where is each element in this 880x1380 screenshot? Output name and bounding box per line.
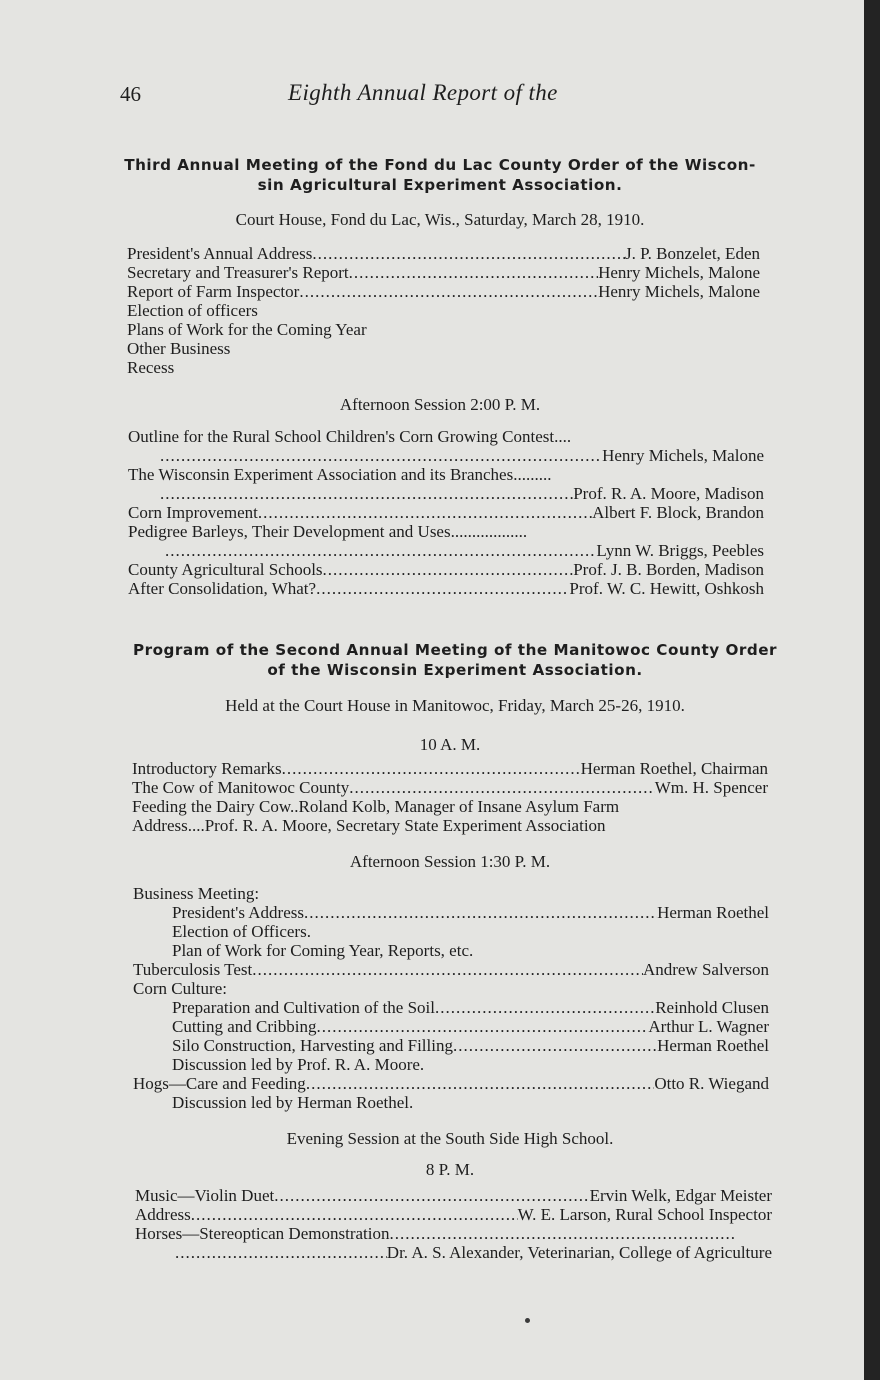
program-line bbox=[127, 282, 760, 301]
program-item-speaker: Otto R. Wiegand bbox=[654, 1074, 769, 1093]
program-line bbox=[172, 1017, 769, 1036]
program-item: Election of officers bbox=[127, 301, 258, 320]
evening-session-heading: Evening Session at the South Side High School. bbox=[286, 1129, 614, 1148]
program-item-speaker: Lynn W. Briggs, Peebles bbox=[596, 541, 764, 560]
fond-du-lac-date-line: Court House, Fond du Lac, Wis., Saturday, March 28, 1910. bbox=[235, 210, 645, 229]
program-line bbox=[132, 759, 768, 778]
program-item-speaker: Andrew Salverson bbox=[642, 960, 769, 979]
ink-dot bbox=[525, 1318, 530, 1323]
program-line bbox=[172, 903, 769, 922]
program-item-title: Tuberculosis Test bbox=[133, 960, 253, 979]
program-item-speaker: Ervin Welk, Edgar Meister bbox=[589, 1186, 772, 1205]
heading-line: Third Annual Meeting of the Fond du Lac County Order of the Wiscon- bbox=[124, 156, 756, 174]
program-item-speaker: Albert F. Block, Brandon bbox=[592, 503, 764, 522]
afternoon-session-heading: Afternoon Session 2:00 P. M. bbox=[339, 395, 541, 414]
program-line bbox=[135, 1224, 735, 1243]
program-item-title: Horses—Stereoptican Demonstration bbox=[135, 1224, 390, 1243]
program-line bbox=[175, 1243, 772, 1262]
morning-session-heading: 10 A. M. bbox=[419, 735, 481, 754]
program-item-title: Pedigree Barleys, Their Development and Uses.................. bbox=[128, 522, 528, 541]
program-line bbox=[165, 541, 764, 560]
heading-line: of the Wisconsin Experiment Association. bbox=[267, 661, 643, 679]
program-line bbox=[128, 560, 764, 579]
program-item-speaker: Wm. H. Spencer bbox=[654, 778, 768, 797]
program-item-speaker: J. P. Bonzelet, Eden bbox=[624, 244, 760, 263]
program-item-title: Hogs—Care and Feeding bbox=[133, 1074, 306, 1093]
program-line bbox=[133, 960, 769, 979]
program-line bbox=[132, 778, 768, 797]
program-item-title: Cutting and Cribbing bbox=[172, 1017, 317, 1036]
program-item-title: President's Address bbox=[172, 903, 304, 922]
program-item: Recess bbox=[127, 358, 175, 377]
program-item: Discussion led by Herman Roethel. bbox=[172, 1093, 414, 1112]
program-line bbox=[135, 1205, 772, 1224]
program-item-speaker: Reinhold Clusen bbox=[655, 998, 769, 1017]
program-item-title: Secretary and Treasurer's Report bbox=[127, 263, 349, 282]
program-item-speaker: Herman Roethel bbox=[657, 1036, 769, 1055]
heading-line: sin Agricultural Experiment Association. bbox=[257, 176, 623, 194]
program-item-title: The Wisconsin Experiment Association and its Branches......... bbox=[128, 465, 552, 484]
program-item-title: President's Annual Address bbox=[127, 244, 313, 263]
manitowoc-date-line: Held at the Court House in Manitowoc, Friday, March 25-26, 1910. bbox=[225, 696, 685, 715]
program-line bbox=[127, 263, 760, 282]
program-line bbox=[135, 1186, 772, 1205]
program-item-speaker: Henry Michels, Malone bbox=[602, 446, 764, 465]
program-line bbox=[160, 446, 764, 465]
program-item-title: County Agricultural Schools bbox=[128, 560, 323, 579]
program-item-speaker: Arthur L. Wagner bbox=[648, 1017, 769, 1036]
manitowoc-heading bbox=[110, 640, 800, 680]
program-item-speaker: Herman Roethel, Chairman bbox=[580, 759, 768, 778]
program-item-speaker: Prof. R. A. Moore, Madison bbox=[573, 484, 764, 503]
program-item-title: Report of Farm Inspector bbox=[127, 282, 300, 301]
program-item-title: Outline for the Rural School Children's Corn Growing Contest.... bbox=[128, 427, 572, 446]
program-item-title: Address bbox=[135, 1205, 191, 1224]
program-item: Feeding the Dairy Cow..Roland Kolb, Manager of Insane Asylum Farm bbox=[132, 797, 620, 816]
page-number: 46 bbox=[120, 82, 141, 106]
program-item-title: Introductory Remarks bbox=[132, 759, 282, 778]
program-item-title: Silo Construction, Harvesting and Filling bbox=[172, 1036, 453, 1055]
program-item: Election of Officers. bbox=[172, 922, 311, 941]
program-line bbox=[172, 1036, 769, 1055]
program-item-speaker: Prof. J. B. Borden, Madison bbox=[573, 560, 764, 579]
program-item: Plan of Work for Coming Year, Reports, etc. bbox=[172, 941, 474, 960]
program-line bbox=[160, 484, 764, 503]
program-item: Business Meeting: bbox=[133, 884, 260, 903]
heading-line: Program of the Second Annual Meeting of the Manitowoc County Order bbox=[132, 641, 778, 659]
program-item-title: Music—Violin Duet bbox=[135, 1186, 275, 1205]
program-item-speaker: Dr. A. S. Alexander, Veterinarian, College of Agriculture bbox=[386, 1243, 772, 1262]
program-line bbox=[172, 998, 769, 1017]
program-item-speaker: Prof. W. C. Hewitt, Oshkosh bbox=[569, 579, 764, 598]
program-item: Plans of Work for the Coming Year bbox=[127, 320, 367, 339]
program-item-speaker: Henry Michels, Malone bbox=[598, 282, 760, 301]
afternoon-session-heading: Afternoon Session 1:30 P. M. bbox=[349, 852, 551, 871]
program-item-title: After Consolidation, What? bbox=[128, 579, 317, 598]
program-item-title: The Cow of Manitowoc County bbox=[132, 778, 350, 797]
program-line bbox=[127, 244, 760, 263]
program-item: Address....Prof. R. A. Moore, Secretary State Experiment Association bbox=[132, 816, 606, 835]
fond-du-lac-heading bbox=[110, 155, 770, 195]
running-title: Eighth Annual Report of the bbox=[288, 80, 558, 105]
program-item-speaker: W. E. Larson, Rural School Inspector bbox=[517, 1205, 772, 1224]
evening-session-time: 8 P. M. bbox=[425, 1160, 475, 1179]
program-item: Other Business bbox=[127, 339, 231, 358]
program-item: Corn Culture: bbox=[133, 979, 227, 998]
page-edge bbox=[864, 0, 880, 1380]
program-line bbox=[128, 503, 764, 522]
program-item-title: Preparation and Cultivation of the Soil bbox=[172, 998, 435, 1017]
program-item-speaker: Henry Michels, Malone bbox=[598, 263, 760, 282]
program-item: Discussion led by Prof. R. A. Moore. bbox=[172, 1055, 425, 1074]
program-line bbox=[128, 579, 764, 598]
program-line bbox=[133, 1074, 769, 1093]
page-header bbox=[120, 80, 780, 110]
program-item-title: Corn Improvement bbox=[128, 503, 258, 522]
program-item-speaker: Herman Roethel bbox=[657, 903, 769, 922]
